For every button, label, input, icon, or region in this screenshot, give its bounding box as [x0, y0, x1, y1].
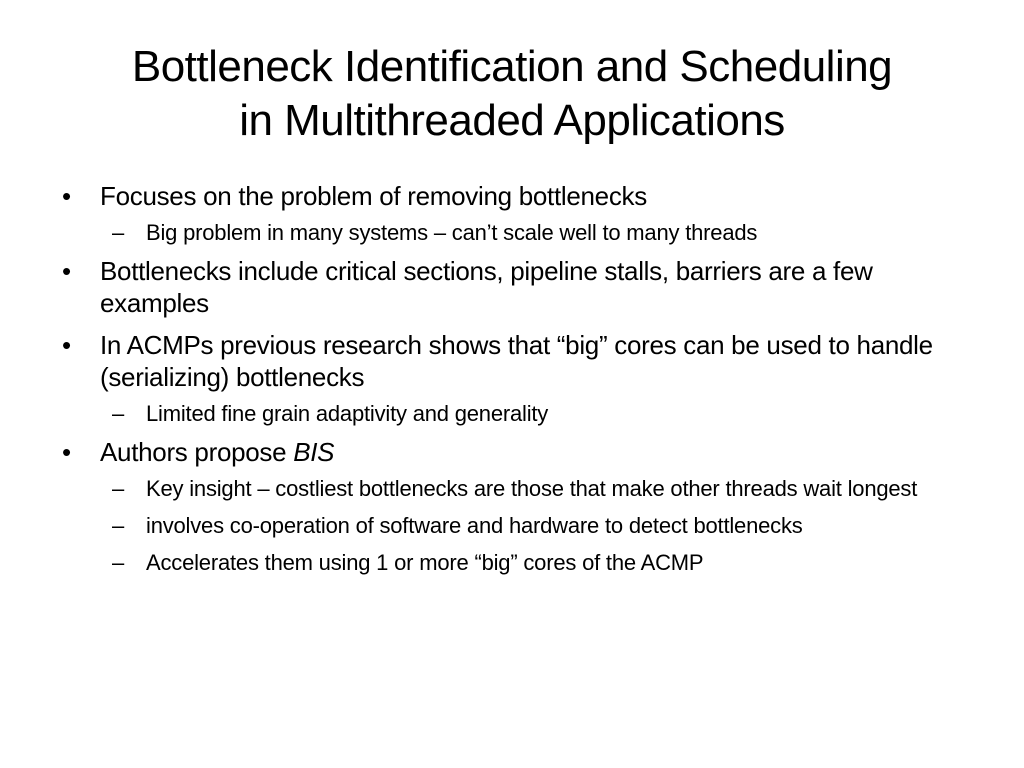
- bullet-icon: •: [62, 437, 71, 467]
- bullet-text: Focuses on the problem of removing bottlenecks: [100, 181, 647, 211]
- dash-icon: –: [112, 550, 125, 575]
- bullet-text: In ACMPs previous research shows that “big” cores can be used to handle (serializing) bottlenecks: [100, 330, 933, 392]
- sub-bullet-item: [62, 511, 972, 540]
- bullet-text-prefix: Authors propose: [100, 437, 294, 467]
- slide-title: [40, 40, 984, 148]
- bullet-text: Bottlenecks include critical sections, pipeline stalls, barriers are a few examples: [100, 256, 873, 318]
- sub-bullet-text: Big problem in many systems – can’t scale well to many threads: [146, 220, 758, 245]
- bullet-item: [62, 255, 972, 319]
- bullet-icon: •: [62, 181, 71, 211]
- sub-bullet-text: Limited fine grain adaptivity and generality: [146, 401, 549, 426]
- bullet-text-emphasis: BIS: [293, 437, 335, 467]
- title-line-1: Bottleneck Identification and Scheduling: [131, 42, 893, 91]
- sub-bullet-text: Key insight – costliest bottlenecks are those that make other threads wait longest: [146, 476, 918, 501]
- bullet-icon: •: [62, 256, 71, 286]
- dash-icon: –: [112, 401, 125, 426]
- sub-bullet-text: involves co-operation of software and hardware to detect bottlenecks: [146, 513, 803, 538]
- bullet-item: [62, 329, 972, 393]
- bullet-item: [62, 180, 972, 212]
- sub-bullet-text: Accelerates them using 1 or more “big” cores of the ACMP: [146, 550, 704, 575]
- sub-bullet-item: [62, 399, 972, 428]
- dash-icon: –: [112, 513, 125, 538]
- dash-icon: –: [112, 476, 125, 501]
- dash-icon: –: [112, 220, 125, 245]
- sub-bullet-item: [62, 218, 972, 247]
- bullet-icon: •: [62, 330, 71, 360]
- bullet-item: [62, 436, 972, 468]
- sub-bullet-item: [62, 548, 972, 577]
- sub-bullet-item: [62, 474, 972, 503]
- title-line-2: in Multithreaded Applications: [239, 96, 785, 145]
- slide-body: [62, 180, 972, 585]
